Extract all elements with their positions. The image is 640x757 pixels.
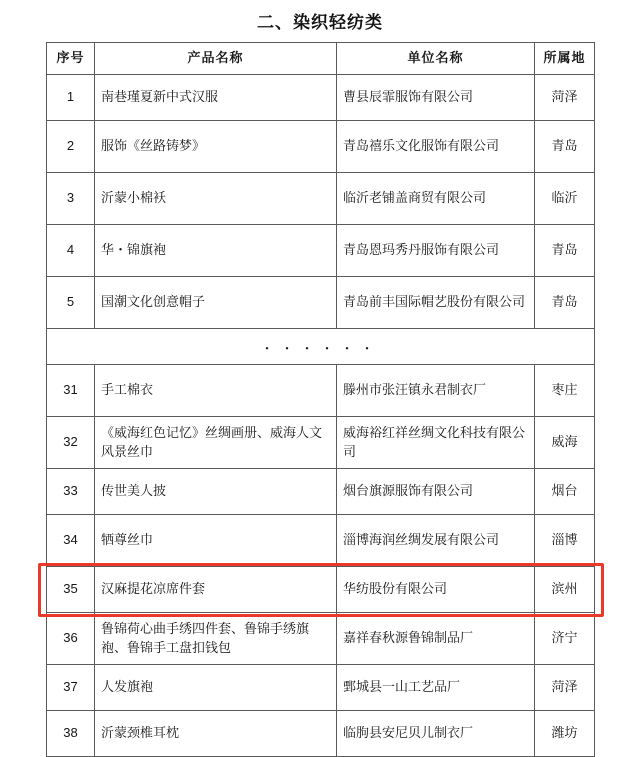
table-row [47, 417, 595, 469]
cell-no: 38 [47, 711, 95, 757]
cell-unit: 淄博海润丝绸发展有限公司 [337, 515, 535, 567]
cell-product: 华・锦旗袍 [95, 225, 337, 277]
header-cell-no: 序号 [47, 43, 95, 75]
product-table [46, 42, 595, 757]
cell-unit: 鄄城县一山工艺品厂 [337, 665, 535, 711]
cell-product: 牺尊丝巾 [95, 515, 337, 567]
table-row [47, 75, 595, 121]
cell-product: 汉麻提花凉席件套 [95, 567, 337, 613]
cell-unit: 临朐县安尼贝儿制衣厂 [337, 711, 535, 757]
cell-unit: 嘉祥春秋源鲁锦制品厂 [337, 613, 535, 665]
separator-dots: ・・・・・・ [47, 329, 595, 365]
cell-product: 《威海红色记忆》丝绸画册、威海人文风景丝巾 [95, 417, 337, 469]
cell-no: 37 [47, 665, 95, 711]
cell-product: 鲁锦荷心曲手绣四件套、鲁锦手绣旗袍、鲁锦手工盘扣钱包 [95, 613, 337, 665]
table-row [47, 515, 595, 567]
table-body [47, 75, 595, 757]
cell-unit: 临沂老铺盖商贸有限公司 [337, 173, 535, 225]
cell-loc: 青岛 [535, 225, 595, 277]
cell-loc: 菏泽 [535, 665, 595, 711]
cell-product: 沂蒙小棉袄 [95, 173, 337, 225]
cell-unit: 青岛禧乐文化服饰有限公司 [337, 121, 535, 173]
cell-no: 31 [47, 365, 95, 417]
cell-loc: 淄博 [535, 515, 595, 567]
cell-loc: 枣庄 [535, 365, 595, 417]
cell-no: 35 [47, 567, 95, 613]
cell-no: 36 [47, 613, 95, 665]
cell-unit: 青岛恩玛秀丹服饰有限公司 [337, 225, 535, 277]
cell-product: 沂蒙颈椎耳枕 [95, 711, 337, 757]
cell-product: 南巷瑾夏新中式汉服 [95, 75, 337, 121]
cell-loc: 潍坊 [535, 711, 595, 757]
cell-product: 传世美人披 [95, 469, 337, 515]
table-row [47, 121, 595, 173]
header-cell-loc: 所属地 [535, 43, 595, 75]
table-row [47, 613, 595, 665]
cell-unit: 滕州市张汪镇永君制衣厂 [337, 365, 535, 417]
table-row [47, 365, 595, 417]
page-title: 二、染织轻纺类 [257, 13, 383, 32]
table-header [47, 43, 595, 75]
table-row [47, 665, 595, 711]
table-row [47, 567, 595, 613]
cell-unit: 烟台旗源服饰有限公司 [337, 469, 535, 515]
cell-loc: 青岛 [535, 277, 595, 329]
cell-product: 服饰《丝路铸梦》 [95, 121, 337, 173]
cell-product: 手工棉衣 [95, 365, 337, 417]
cell-no: 32 [47, 417, 95, 469]
cell-unit: 青岛前丰国际帽艺股份有限公司 [337, 277, 535, 329]
table-row [47, 277, 595, 329]
cell-no: 5 [47, 277, 95, 329]
cell-loc: 菏泽 [535, 75, 595, 121]
cell-product: 国潮文化创意帽子 [95, 277, 337, 329]
cell-loc: 威海 [535, 417, 595, 469]
table-header-row [47, 43, 595, 75]
cell-loc: 滨州 [535, 567, 595, 613]
cell-loc: 济宁 [535, 613, 595, 665]
cell-no: 1 [47, 75, 95, 121]
table-row [47, 469, 595, 515]
cell-product: 人发旗袍 [95, 665, 337, 711]
cell-unit: 威海裕红祥丝绸文化科技有限公司 [337, 417, 535, 469]
table-separator-row [47, 329, 595, 365]
cell-unit: 曹县辰霏服饰有限公司 [337, 75, 535, 121]
cell-unit: 华纺股份有限公司 [337, 567, 535, 613]
table-row [47, 711, 595, 757]
cell-no: 3 [47, 173, 95, 225]
cell-no: 34 [47, 515, 95, 567]
cell-loc: 临沂 [535, 173, 595, 225]
cell-no: 2 [47, 121, 95, 173]
cell-no: 33 [47, 469, 95, 515]
header-cell-unit: 单位名称 [337, 43, 535, 75]
cell-no: 4 [47, 225, 95, 277]
table-row [47, 173, 595, 225]
cell-loc: 青岛 [535, 121, 595, 173]
header-cell-product: 产品名称 [95, 43, 337, 75]
table-row [47, 225, 595, 277]
table-container [46, 42, 594, 757]
cell-loc: 烟台 [535, 469, 595, 515]
